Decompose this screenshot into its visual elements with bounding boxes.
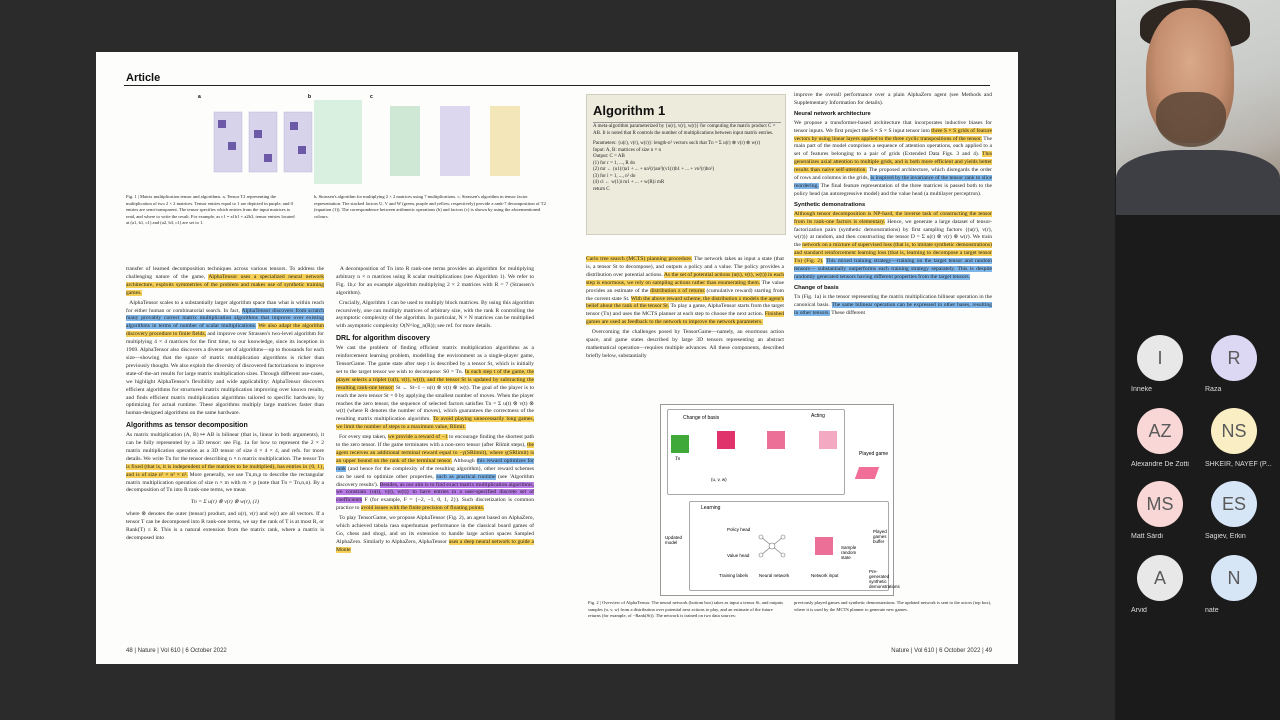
participant-name: Alexandre De Zotti bbox=[1131, 461, 1189, 468]
figure-2-diagram bbox=[660, 404, 900, 596]
fig1-panel-label: a bbox=[198, 94, 201, 100]
participant-tile[interactable] bbox=[1194, 555, 1274, 601]
section-heading: DRL for algorithm discovery bbox=[336, 335, 431, 343]
acting-label: Acting bbox=[811, 413, 825, 419]
tn-label: Tn bbox=[675, 457, 681, 462]
participant-tile[interactable] bbox=[1120, 335, 1200, 381]
fig1-caption: Fig. 1 | Matrix multiplication tensor and algorithms. a, Tensor T2 representing the multiplication of two 2 × 2 matrices. Tensor entries equal to 1 are depicted in purple, and 0 entries are semi-transparent. The tensor specifies which entries from the input matrices to read, and where to write the result. For example, as c1 = a1b1 + a2b3, tensor entries located at (a1, b1, c1) and (a2, b3, c1) are set to 1. bbox=[126, 194, 295, 226]
fig2-caption-b: previously played games and synthetic demonstrations. The updated network is sent to the actors (top box), where it is used by the MCTS planner to generate new games. bbox=[794, 600, 992, 612]
subsection-heading: Change of basis bbox=[794, 284, 839, 291]
left-column: transfer of learned decomposition techniques across various tensors. To address the challenging nature of the game, AlphaTensor uses a specialized neural network architecture, exploits symmetries of the problem and makes use of synthetic training games. AlphaTensor scales to a substantially larger algorithm space than what is within reach for either human or combinatorial search. In fact, AlphaTensor discovers from scratch many provably correct matrix multiplication algorithms that improve over existing algorithms in terms of number of scalar multiplications. We also adapt the algorithm discovery procedure to finite fields, and improve over Strassen's two-level algorithm for multiplying 4 × 4 matrices for the first time, to our knowledge, since its inception in 1969. AlphaTensor also discovers a diverse set of algorithms—up to thousands for each size—showing that the space of matrix multiplication algorithms is richer than previously thought. We also exploit the diversity of discovered factorizations to improve state-of-the-art results for large matrix multiplication sizes. Through different use-cases, we highlight AlphaTensor's flexibility and wide applicability: AlphaTensor discovers efficient algorithms for structured matrix multiplication improving over known results, and finds efficient matrix multiplication algorithms tailored to specific hardware, by optimizing for actual runtime. These algorithms multiply large matrices faster than human-designed algorithms on the same hardware. Algorithms as tensor decomposition As matrix multiplication (A, B) ↦ AB is bilinear (that is, linear in both arguments), it can be fully represented by a 3D tensor: see Fig. 1a for how to represent the 2 × 2 matrix multiplication operation as a 3D tensor of size 4 × 4 × 4, and refs. for more details. We write Tn for the tensor describing n × n matrix multiplication. The tensor Tn is fixed (that is, it is independent of the matrices to be multiplied), has entries in {0, 1}, and is of size n² × n² × n². More generally, we use Tn,m,p to describe the rectangular matrix multiplication operation of size n × m with m × p (note that Tn = Tn,n,n). By a decomposition of Tn into R rank-one terms, we mean Tn = Σ u(r) ⊗ v(r) ⊗ w(r), (1) where ⊗ denotes the outer (tensor) product, and u(r), v(r) and w(r) are all vectors. If a tensor T can be decomposed into R rank-one terms, we say the rank of T is at most R, or Rank(T) ≤ R. This is a natural extension from the matrix rank, where a matrix is decomposed into bbox=[126, 266, 324, 541]
played-buffer-label: Played games buffer bbox=[873, 529, 887, 544]
training-labels: Training labels bbox=[719, 573, 749, 578]
participant-tile[interactable] bbox=[1194, 481, 1274, 527]
network-input-cube bbox=[815, 537, 833, 555]
played-game-cube bbox=[855, 467, 879, 479]
factor-matrices bbox=[376, 100, 536, 184]
pdf-page-spread bbox=[96, 52, 1018, 664]
played-game-label: Played game bbox=[859, 451, 889, 457]
participant-tile[interactable] bbox=[1194, 335, 1274, 381]
algorithm-1-box bbox=[586, 94, 786, 235]
updated-model-label: Updated model bbox=[665, 535, 683, 545]
value-head-label: Value head bbox=[727, 553, 750, 558]
fig1-caption-b: b, Strassen's algorithm for multiplying 2 × 2 matrices using 7 multiplications. c, Strassen's algorithm in tensor factor representation. The stacked factors U, V and W (green, purple and yellow, respectively) provide a rank-7 decomposition of T2 (equation (1)). The correspondence between arithmetic operations (b) and factors (c) is shown by using the aforementioned colours. bbox=[314, 194, 546, 219]
sample-state-label: Sample random state bbox=[841, 545, 857, 560]
change-basis-label: Change of basis bbox=[683, 415, 720, 421]
fig1-panel-label: b bbox=[308, 94, 312, 100]
middle-column: A decomposition of Tn into R rank-one terms provides an algorithm for multiplying arbitrary n × n matrices using R scalar multiplications (see Algorithm 1). We refer to Fig. 1b,c for an example algorithm multiplying 2 × 2 matrices with R = 7 (Strassen's algorithm). Crucially, Algorithm 1 can be used to multiply block matrices. By using this algorithm recursively, one can multiply matrices of arbitrary size, with the rank R controlling the asymptotic complexity of the algorithm. In particular, N × N matrices can be multiplied with asymptotic complexity O(N^log_n(R)); see ref. for more details. DRL for algorithm discovery We cast the problem of finding efficient matrix multiplication algorithms as a reinforcement learning problem, modelling the environment as a single-player game, TensorGame. The game state after step t is described by a tensor St, which is initially set to the target tensor we wish to decompose: S0 = Tn. In each step t of the game, the player selects a triplet (u(t), v(t), w(t)), and the tensor St is updated by subtracting the resulting rank-one tensor: St ← St−1 − u(t) ⊗ v(t) ⊗ w(t). The goal of the player is to reach the zero tensor St = 0 by applying the smallest number of moves. When the player reaches the zero tensor, the sequence of selected factors satisfies Tn = Σ u(t) ⊗ v(t) ⊗ w(t) (where R denotes the number of moves), which guarantees the correctness of the resulting matrix multiplication algorithm. To avoid playing unnecessarily long games, we limit the number of steps to a maximum value, Rlimit. For every step taken, we provide a reward of −1 to encourage finding the shortest path to the zero tensor. If the game terminates with a non-zero tensor (after Rlimit steps), the agent receives an additional terminal reward equal to −γ(SRlimit), where γ(SRlimit) is an upper bound on the rank of the terminal tensor. Although this reward optimizes for rank (and hence for the complexity of the resulting algorithm), other reward schemes can be used to optimize other properties, such as practical runtime (see 'Algorithm discovery results'). Besides, as our aim is to find exact matrix multiplication algorithms, we constrain {u(t), v(t), w(t)} to have entries in a user-specified discrete set of coefficients F (for example, F = {−2, −1, 0, 1, 2}). Such discretization is common practice to avoid issues with the finite precision of floating points. To play TensorGame, we propose AlphaTensor (Fig. 2), an agent based on AlphaZero, which achieved tabula rasa superhuman performance in the classical board games of Go, chess and shogi, and on its extension to handle large action spaces Sampled AlphaZero. Similarly to AlphaZero, AlphaTensor uses a deep neural network to guide a Monte bbox=[336, 266, 534, 553]
participant-name: Inneke bbox=[1131, 386, 1153, 393]
network-input-label: Network input bbox=[811, 573, 839, 578]
tensor-cube-light-pink bbox=[819, 431, 837, 449]
neural-network-label: Neural network bbox=[759, 573, 790, 578]
uvw-label: (u, v, w) bbox=[711, 477, 727, 482]
neural-network-icon bbox=[757, 531, 787, 561]
participant-name: nate bbox=[1205, 607, 1219, 614]
divider bbox=[593, 122, 781, 123]
strassen-algorithm-list bbox=[314, 100, 362, 184]
figure-1 bbox=[126, 94, 546, 226]
article-label: Article bbox=[126, 72, 161, 84]
avatar: N bbox=[1211, 555, 1257, 601]
participant-name: Matt Sárdi bbox=[1131, 533, 1163, 540]
algorithm-body: A meta-algorithm parameterized by {u(r), v(r), w(r)} for computing the matrix product C = AB. It is noted that R controls the number of multiplications between input matrix entries. Parameters: {u(r), v(r), w(r)}: length-n² vectors such that Tn = Σ u(r) ⊗ v(r) ⊗ w(r) Input: A, B: matrices of size n × n Output: C = AB (1) for r = 1, ..., R do (2) mr ← (u1(r)a1 + ... + un²(r)an²)(v1(r)b1 + ... + vn²(r)bn²) (3) for i = 1, ..., n² do (4) ci ← w(1)i m1 + ... + w(R)i mR return C bbox=[593, 124, 776, 192]
participant-name: Raza bbox=[1205, 386, 1222, 393]
participant-tile[interactable] bbox=[1120, 481, 1200, 527]
fig2-caption: Fig. 2 | Overview of AlphaTensor. The neural network (bottom box) takes as input a tensor St, and outputs samples (u, v, w) from a distribution over potential next actions to play, and an estimate of the future returns (for example, of −Rank(St)). The network is trained on two data sources: bbox=[588, 600, 784, 619]
learning-label: Learning bbox=[701, 505, 721, 511]
avatar: A bbox=[1137, 555, 1183, 601]
participant-name: SHKEIR, NAYEF (P... bbox=[1205, 461, 1272, 468]
header-rule bbox=[124, 85, 990, 86]
footer-left: 48 | Nature | Vol 610 | 6 October 2022 bbox=[126, 648, 227, 654]
avatar: NS bbox=[1211, 408, 1257, 454]
policy-head-label: Policy head bbox=[727, 527, 751, 532]
avatar: ES bbox=[1211, 481, 1257, 527]
speaker-video[interactable] bbox=[1116, 0, 1280, 215]
participant-name: Arvid bbox=[1131, 607, 1147, 614]
avatar: R bbox=[1211, 335, 1257, 381]
avatar: AZ bbox=[1137, 408, 1183, 454]
right-middle-column: Carlo tree search (MCTS) planning procedure. The network takes as input a state (that is, a tensor St to decompose), and outputs a policy and a value. The policy provides a distribution over potential actions. As the set of potential actions (u(t), v(t), w(t)) in each step is enormous, we rely on sampling actions rather than enumerating them. The value provides an estimate of the distribution z of returns (cumulative reward) starting from the current state St. With the above reward scheme, the distribution z models the agent's belief about the rank of the tensor St. To play a game, AlphaTensor starts from the target tensor (Tn) and uses the MCTS planner at each step to choose the next action. Finished games are used as feedback to the network to improve the network parameters. Overcoming the challenges posed by TensorGame—namely, an enormous action space, and game states described by large 3D tensors representing an abstract mathematical operation—requires multiple advances. All these components, described briefly below, substantially bbox=[586, 256, 784, 359]
tensor-cube-pink bbox=[767, 431, 785, 449]
participant-tile[interactable] bbox=[1194, 408, 1274, 454]
tensor-cube-magenta bbox=[717, 431, 735, 449]
pregen-label: Pre-generated synthetic demonstrations bbox=[869, 569, 900, 589]
algorithm-title: Algorithm 1 bbox=[593, 103, 666, 118]
avatar: MS bbox=[1137, 481, 1183, 527]
participant-name: Sagiev, Erkin bbox=[1205, 533, 1246, 540]
equation-1: Tn = Σ u(r) ⊗ v(r) ⊗ w(r), (1) bbox=[190, 499, 260, 506]
participant-tile[interactable] bbox=[1120, 408, 1200, 454]
subsection-heading: Synthetic demonstrations bbox=[794, 201, 866, 208]
acting-box bbox=[667, 409, 845, 495]
fig1-panel-label: c bbox=[370, 94, 373, 100]
avatar: I bbox=[1137, 335, 1183, 381]
section-heading: Algorithms as tensor decomposition bbox=[126, 422, 248, 430]
subsection-heading: Neural network architecture bbox=[794, 110, 871, 117]
tensor-cube-green bbox=[671, 435, 689, 453]
right-column: improve the overall performance over a plain AlphaZero agent (see Methods and Supplementary Information for details). Neural network architecture We propose a transformer-based architecture that incorporates inductive biases for tensor inputs. We first project the S × S × S input tensor into three S × S grids of feature vectors by using linear layers applied to the three cyclic transpositions of the tensor. The main part of the model comprises a sequence of attention operations, each applied to a set of features belonging to a pair of grids (Extended Data Figs. 3 and 4). This generalizes axial attention to multiple grids, and is both more efficient and yields better results than naive self-attention. The proposed architecture, which disregards the order of rows and columns in the grids, is inspired by the invariance of the tensor rank to slice reordering. The final feature representation of the three matrices is passed both to the policy head (an autoregressive model) and the value head (a multilayer perceptron). Synthetic demonstrations Although tensor decomposition is NP-hard, the inverse task of constructing the tensor from its rank-one factors is elementary. Hence, we generate a large dataset of tensor-factorization pairs (synthetic demonstrations) by first sampling factors {(u(r), v(r), w(r))} at random, and then constructing the tensor D = Σ u(r) ⊗ v(r) ⊗ w(r). We train the network on a mixture of supervised loss (that is, to imitate synthetic demonstrations) and standard reinforcement learning loss (that is, learning to decompose a target tensor Tn) (Fig. 2). This mixed training strategy—training on the target tensor and random tensors— substantially outperforms each training strategy separately. This is despite randomly generated tensors having different properties from the target tensors. Change of basis Tn (Fig. 1a) is the tensor representing the matrix multiplication bilinear operation in the canonical basis. The same bilinear operation can be expressed in other bases, resulting in other tensors. These different bbox=[794, 92, 992, 316]
participant-tile[interactable] bbox=[1120, 555, 1200, 601]
footer-right: Nature | Vol 610 | 6 October 2022 | 49 bbox=[891, 648, 992, 654]
